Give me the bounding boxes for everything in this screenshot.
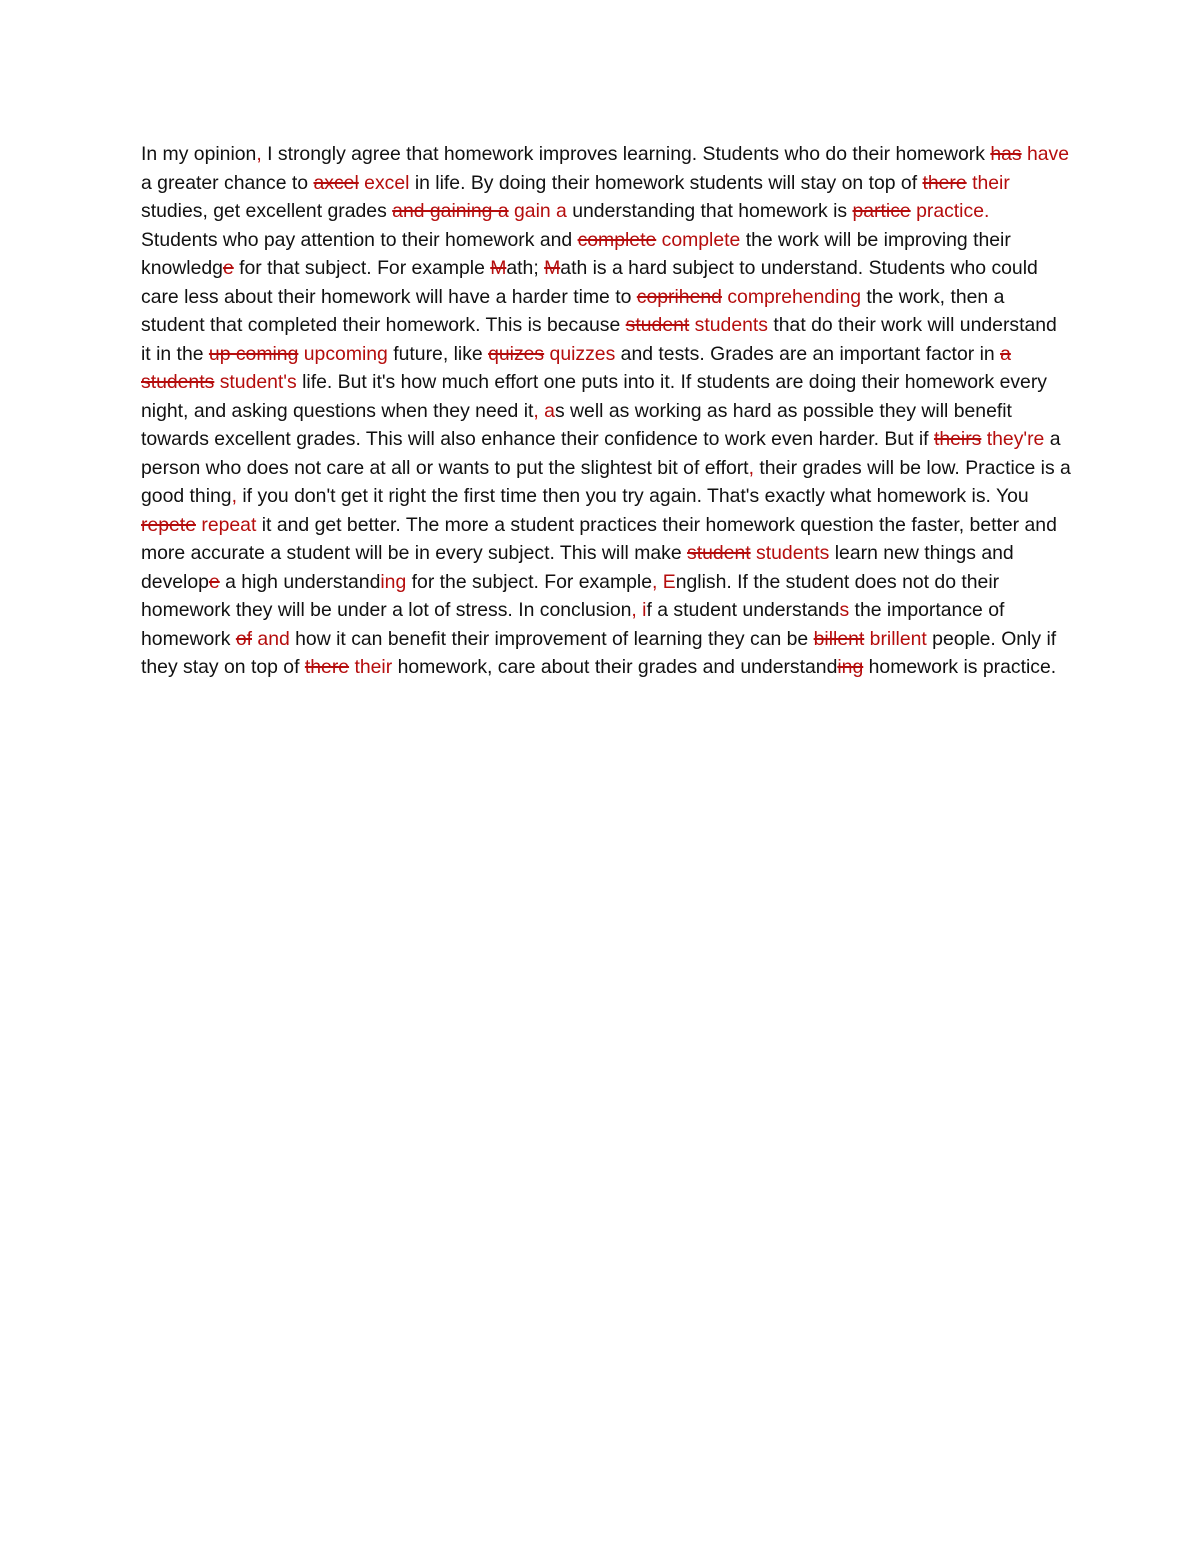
- text-run: life. But it's how much effort one puts into it. If students are doing their homework every night, and asking questions when they need it: [141, 371, 1047, 422]
- inserted-text: , i: [631, 599, 647, 621]
- inserted-text: comprehending: [727, 285, 862, 308]
- inserted-text: ,: [256, 143, 262, 165]
- deleted-text: has: [990, 143, 1022, 165]
- inserted-text: students: [694, 314, 768, 336]
- inserted-text: gain a: [514, 200, 567, 222]
- text-run: it and get better. The more a student practices their homework question the faster, better and more accurate a student will be in every subject. This will make: [141, 513, 1057, 564]
- inserted-text: excel: [364, 171, 410, 194]
- text-run: the importance of homework: [141, 599, 1005, 650]
- deleted-text: student: [687, 542, 751, 564]
- text-run: and tests. Grades are an important factor in: [615, 342, 1001, 365]
- text-run: studies, get excellent grades: [141, 200, 393, 222]
- inserted-text: , E: [652, 570, 676, 593]
- deleted-text: there: [922, 171, 967, 194]
- text-run: future, like: [387, 342, 489, 365]
- inserted-text: have: [1026, 143, 1070, 165]
- text-run: homework is practice.: [863, 656, 1057, 678]
- deleted-text: student: [625, 314, 690, 336]
- inserted-text: they're: [986, 428, 1045, 450]
- text-run: learn new things and develop: [141, 542, 1014, 593]
- inserted-text: repeat: [201, 513, 257, 536]
- inserted-text: upcoming: [303, 342, 388, 365]
- text-run: if you don't get it right the first time then you try again. That's exactly what homework is. You: [236, 485, 1029, 507]
- deleted-text: partice: [852, 200, 911, 222]
- text-run: the work, then a student that completed their homework. This is because: [141, 285, 1005, 336]
- text-run: ath is a hard subject to understand. Students who could care less about their homework will have a harder time to: [141, 257, 1038, 308]
- inserted-text: and: [257, 627, 290, 650]
- text-run: s well as working as hard as possible they will benefit towards excellent grades. This will also enhance their confidence to work even harder. But if: [141, 399, 1012, 450]
- text-run: how it can benefit their improvement of learning they can be: [289, 627, 814, 650]
- deleted-text: M: [490, 257, 507, 279]
- deleted-text: quizes: [488, 342, 545, 365]
- text-run: ath;: [506, 257, 545, 279]
- text-run: f a student understand: [646, 599, 840, 621]
- text-run: Students who pay attention to their homework and: [141, 228, 578, 251]
- deleted-text: axcel: [313, 171, 359, 194]
- inserted-text: quizzes: [549, 342, 616, 365]
- text-run: a person who does not care at all or wants to put the slightest bit of effort: [141, 428, 1061, 479]
- text-run: the work will be improving their knowledg: [141, 228, 1011, 279]
- inserted-text: ,: [231, 485, 237, 507]
- inserted-text: ing: [380, 570, 407, 593]
- text-run: that do their work will understand it in the: [141, 314, 1057, 365]
- text-run: a high understand: [219, 570, 381, 593]
- inserted-text: their: [354, 656, 393, 678]
- deleted-text: complete: [577, 228, 657, 251]
- inserted-text: ,: [748, 456, 754, 479]
- text-run: in life. By doing their homework students will stay on top of: [409, 171, 923, 194]
- inserted-text: practice.: [916, 200, 990, 222]
- inserted-text: , a: [533, 399, 555, 422]
- deleted-text: of: [235, 627, 253, 650]
- deleted-text: repete: [141, 513, 196, 536]
- deleted-text: theirs: [933, 428, 982, 450]
- inserted-text: students: [756, 542, 830, 564]
- deleted-text: and gaining a: [392, 200, 509, 222]
- text-run: for the subject. For example: [406, 570, 652, 593]
- deleted-text: e: [208, 570, 220, 593]
- text-run: their grades will be low. Practice is a good thing: [141, 456, 1071, 507]
- deleted-text: coprihend: [636, 285, 722, 308]
- deleted-text: M: [544, 257, 561, 279]
- text-run: a greater chance to: [141, 171, 314, 194]
- text-run: understanding that homework is: [566, 200, 853, 222]
- text-run: people. Only if they stay on top of: [141, 627, 1057, 678]
- text-run: In my opinion: [141, 143, 257, 165]
- deleted-text: e: [222, 257, 234, 279]
- essay-paragraph: [141, 140, 1071, 682]
- deleted-text: billent: [813, 627, 865, 650]
- text-run: for that subject. For example: [233, 257, 491, 279]
- deleted-text: ing: [837, 656, 864, 678]
- text-run: homework, care about their grades and understand: [392, 656, 838, 678]
- inserted-text: complete: [661, 228, 741, 251]
- deleted-text: up coming: [208, 342, 299, 365]
- inserted-text: brillent: [869, 627, 927, 650]
- deleted-text: there: [304, 656, 350, 678]
- inserted-text: their: [972, 171, 1010, 194]
- inserted-text: student's: [219, 371, 297, 393]
- inserted-text: s: [839, 599, 850, 621]
- text-run: I strongly agree that homework improves learning. Students who do their homework: [261, 143, 991, 165]
- text-run: nglish. If the student does not do their homework they will be under a lot of stress. In conclusion: [141, 570, 1000, 621]
- deleted-text: a students: [141, 342, 1011, 393]
